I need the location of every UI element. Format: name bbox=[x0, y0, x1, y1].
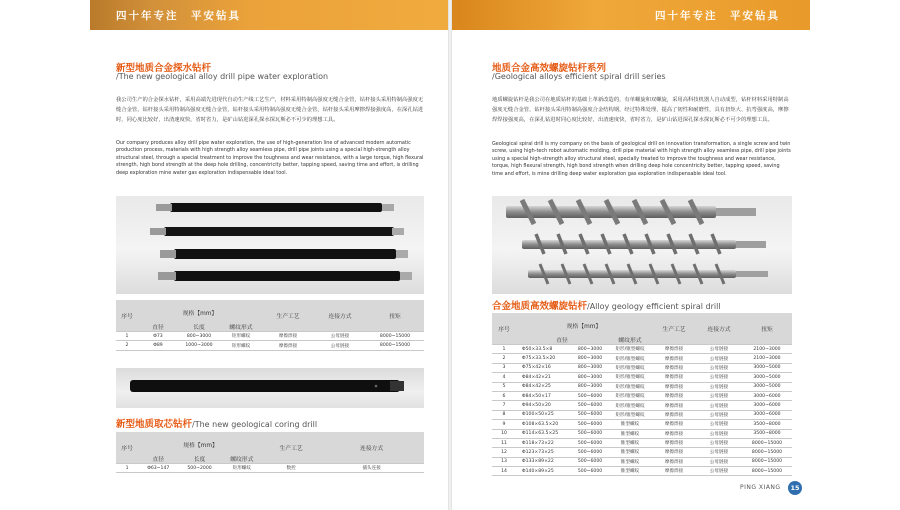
cell-length: 500~2000 bbox=[178, 464, 220, 473]
cell-diameter: Φ123×73×25 bbox=[516, 448, 572, 457]
cell-connection: 公母链接 bbox=[696, 354, 742, 363]
cell-torque: 3000~6000 bbox=[742, 391, 792, 400]
cell-torque: 2100~3000 bbox=[742, 354, 792, 363]
cell-connection: 公母链接 bbox=[696, 391, 742, 400]
pipe-4 bbox=[158, 271, 412, 281]
cell-no: 2 bbox=[116, 341, 138, 350]
cell-process: 摩擦焊接 bbox=[652, 448, 696, 457]
cell-diameter: Φ133×89×22 bbox=[516, 457, 572, 466]
cell-diameter: Φ75×42×16 bbox=[516, 363, 572, 372]
spiral-series-title-en: /Geological alloys efficient spiral drill series bbox=[492, 72, 666, 81]
cell-torque: 3000~5000 bbox=[742, 363, 792, 372]
col-no-header: 序号 bbox=[116, 300, 138, 332]
col-torque-header: 扭矩 bbox=[742, 313, 792, 345]
cell-thread: 矩形/锥型螺纹 bbox=[608, 354, 652, 363]
table-row bbox=[492, 448, 792, 457]
water-exploration-spec-table bbox=[116, 300, 424, 351]
col-connection-header: 连接方式 bbox=[314, 300, 366, 332]
spiral-drill-photo bbox=[492, 196, 792, 294]
cell-diameter: Φ140×89×25 bbox=[516, 467, 572, 476]
left-page bbox=[90, 0, 448, 510]
cell-process: 摩擦焊接 bbox=[652, 410, 696, 419]
coring-drill-title-cn: 新型地质取芯钻杆 bbox=[116, 419, 193, 430]
cell-torque: 8000~15000 bbox=[742, 467, 792, 476]
col-diameter-header: 直径 bbox=[138, 322, 178, 332]
cell-thread: 矩形/锥型螺纹 bbox=[608, 401, 652, 410]
cell-process: 摩擦焊接 bbox=[652, 363, 696, 372]
cell-length: 800~3000 bbox=[572, 363, 608, 372]
cell-connection: 插头连接 bbox=[319, 464, 424, 473]
cell-connection: 公母链接 bbox=[696, 401, 742, 410]
spiral-drill-title-en: /Alloy geology efficient spiral drill bbox=[587, 302, 721, 311]
cell-process: 摩擦焊接 bbox=[652, 354, 696, 363]
cell-connection: 公母链接 bbox=[314, 341, 366, 350]
cell-torque: 3000~6000 bbox=[742, 410, 792, 419]
cell-length: 500~6000 bbox=[572, 457, 608, 466]
cell-no: 6 bbox=[492, 391, 516, 400]
cell-process: 摩擦焊接 bbox=[652, 467, 696, 476]
cell-diameter: Φ75×33.5×20 bbox=[516, 354, 572, 363]
cell-thread: 矩形螺纹 bbox=[221, 464, 263, 473]
cell-connection: 公母链接 bbox=[696, 345, 742, 354]
col-diameter-header: 直径 bbox=[138, 454, 178, 464]
footer-brand: PING XIANG bbox=[740, 484, 781, 491]
left-header-band bbox=[90, 0, 448, 30]
cell-torque: 8000~15000 bbox=[742, 448, 792, 457]
cell-thread: 矩形/锥型螺纹 bbox=[608, 345, 652, 354]
table-row bbox=[492, 401, 792, 410]
cell-length: 500~6000 bbox=[572, 448, 608, 457]
cell-diameter: Φ63~147 bbox=[138, 464, 178, 473]
right-slogan: 四十年专注 平安钻具 bbox=[655, 10, 780, 22]
spiral-table-body bbox=[492, 345, 792, 476]
cell-torque: 3000~6000 bbox=[742, 401, 792, 410]
right-page bbox=[452, 0, 810, 510]
cell-thread: 锥型螺纹 bbox=[608, 467, 652, 476]
coring-drill-image bbox=[116, 368, 424, 408]
page-number-badge: 15 bbox=[788, 481, 802, 495]
table-row bbox=[492, 467, 792, 476]
table-row bbox=[116, 464, 424, 473]
col-no-header: 序号 bbox=[492, 313, 516, 345]
cell-thread: 矩形/锥型螺纹 bbox=[608, 391, 652, 400]
cell-no: 12 bbox=[492, 448, 516, 457]
cell-no: 10 bbox=[492, 429, 516, 438]
cell-connection: 公母链接 bbox=[696, 438, 742, 447]
cell-no: 1 bbox=[116, 332, 138, 341]
cell-no: 13 bbox=[492, 457, 516, 466]
drill-pipe-photo bbox=[116, 196, 424, 294]
cell-no: 7 bbox=[492, 401, 516, 410]
cell-torque: 3000~5000 bbox=[742, 382, 792, 391]
cell-connection: 公母链接 bbox=[314, 332, 366, 341]
cell-thread: 矩形螺纹 bbox=[220, 332, 262, 341]
col-thread-header: 螺纹形式 bbox=[608, 335, 652, 345]
table-header-row bbox=[492, 313, 792, 335]
table-row bbox=[116, 341, 424, 350]
cell-process: 摩擦焊接 bbox=[652, 457, 696, 466]
cell-connection: 公母链接 bbox=[696, 410, 742, 419]
cell-torque: 8000~15000 bbox=[742, 438, 792, 447]
col-torque-header: 扭矩 bbox=[366, 300, 424, 332]
cell-process: 数控 bbox=[263, 464, 319, 473]
cell-no: 4 bbox=[492, 373, 516, 382]
cell-process: 摩擦焊接 bbox=[652, 345, 696, 354]
cell-diameter: Φ84×42×25 bbox=[516, 382, 572, 391]
cell-length: 1000~3000 bbox=[178, 341, 220, 350]
table-row bbox=[116, 332, 424, 341]
cell-length: 500~6000 bbox=[572, 410, 608, 419]
cell-length: 500~6000 bbox=[572, 429, 608, 438]
cell-process: 摩擦焊接 bbox=[652, 438, 696, 447]
cell-length: 800~3000 bbox=[178, 332, 220, 341]
spiral-drill-3 bbox=[528, 264, 768, 284]
spiral-drill-spec-table bbox=[492, 313, 792, 476]
table-row bbox=[492, 429, 792, 438]
drill-pipe-image bbox=[116, 196, 424, 294]
col-spec-header: 规格【mm】 bbox=[566, 323, 602, 330]
table-row bbox=[492, 391, 792, 400]
table-row bbox=[492, 420, 792, 429]
spiral-series-title-cn: 地质合金高效螺旋钻杆系列 bbox=[492, 63, 607, 74]
cell-diameter: Φ118×73×22 bbox=[516, 438, 572, 447]
col-process-header: 生产工艺 bbox=[262, 300, 314, 332]
cell-torque: 3000~5000 bbox=[742, 373, 792, 382]
cell-process: 摩擦焊接 bbox=[652, 382, 696, 391]
cell-diameter: Φ114×63.5×25 bbox=[516, 429, 572, 438]
cell-process: 摩擦焊接 bbox=[652, 401, 696, 410]
cell-no: 9 bbox=[492, 420, 516, 429]
col-process-header: 生产工艺 bbox=[263, 432, 319, 464]
col-spec-header: 规格【mm】 bbox=[182, 310, 218, 317]
water-exploration-title-en: /The new geological alloy drill pipe water exploration bbox=[116, 72, 329, 81]
cell-no: 1 bbox=[116, 464, 138, 473]
coring-drill-title bbox=[116, 416, 317, 430]
cell-connection: 公母链接 bbox=[696, 457, 742, 466]
cell-no: 14 bbox=[492, 467, 516, 476]
cell-connection: 公母链接 bbox=[696, 373, 742, 382]
cell-length: 500~6000 bbox=[572, 401, 608, 410]
cell-length: 800~3000 bbox=[572, 382, 608, 391]
col-length-header: 长度 bbox=[178, 454, 220, 464]
cell-diameter: Φ73 bbox=[138, 332, 178, 341]
col-thread-header: 螺纹形式 bbox=[221, 454, 263, 464]
coring-drill-photo bbox=[116, 368, 424, 408]
spiral-series-desc-cn: 地质螺旋钻杆是我公司在地质钻杆的基础上革新改造的，有单螺旋和双螺旋，采用高科技机器人自动成型，钻杆材料采用特制高强度无缝合金管，钻杆接头采用特制高强度合金结构钢，经过特殊处理，提高了韧性和耐磨性，具有扭矩大、抗弯强度高，摩擦焊焊接强度高，在深孔钻进时同心度比较好，出渣速度快，省时省力，是矿山钻进深孔探水探瓦斯必不可少的理想工具。 bbox=[492, 97, 789, 124]
cell-connection: 公母链接 bbox=[696, 429, 742, 438]
spiral-drill-2 bbox=[522, 234, 766, 254]
cell-length: 500~6000 bbox=[572, 391, 608, 400]
cell-thread: 矩形/锥型螺纹 bbox=[608, 363, 652, 372]
cell-no: 11 bbox=[492, 438, 516, 447]
cell-diameter: Φ84×42×21 bbox=[516, 373, 572, 382]
cell-diameter: Φ89 bbox=[138, 341, 178, 350]
pipe-3 bbox=[160, 249, 408, 259]
cell-diameter: Φ108×63.5×20 bbox=[516, 420, 572, 429]
table-row bbox=[492, 354, 792, 363]
cell-no: 5 bbox=[492, 382, 516, 391]
water-exploration-desc-en: Our company produces alloy drill pipe water exploration, the use of high-generation line of advanced modern automatic production process, materials with high strength alloy seamless pipe, drill pipe joints using a special high-strength alloy structural steel, through a special treatment to improve the toughness and wear resistance, with a large torque, high flexural strength, high bond strength at the deep hole drilling, concentricity better, tapping speed, saving time and effort, is drilling deep exploration mine water gas exploration indispensable ideal tool. bbox=[116, 140, 424, 176]
coring-drill-spec-table bbox=[116, 432, 424, 473]
cell-thread: 锥型螺纹 bbox=[608, 448, 652, 457]
cell-connection: 公母链接 bbox=[696, 448, 742, 457]
cell-process: 摩擦焊接 bbox=[652, 391, 696, 400]
table-header-row bbox=[116, 300, 424, 322]
cell-length: 500~6000 bbox=[572, 467, 608, 476]
pipe-2 bbox=[150, 227, 404, 236]
water-exploration-title-cn: 新型地质合金探水钻杆 bbox=[116, 63, 212, 74]
cell-thread: 矩形螺纹 bbox=[220, 341, 262, 350]
table-row bbox=[492, 373, 792, 382]
col-no-header: 序号 bbox=[116, 432, 138, 464]
left-slogan: 四十年专注 平安钻具 bbox=[116, 10, 241, 22]
cell-no: 2 bbox=[492, 354, 516, 363]
pipe-1 bbox=[156, 203, 394, 212]
cell-thread: 矩形/锥型螺纹 bbox=[608, 382, 652, 391]
spiral-drill-image bbox=[492, 196, 792, 294]
cell-thread: 锥型螺纹 bbox=[608, 429, 652, 438]
right-header-band bbox=[452, 0, 810, 30]
col-process-header: 生产工艺 bbox=[652, 313, 696, 345]
cell-torque: 2100~3000 bbox=[742, 345, 792, 354]
cell-no: 8 bbox=[492, 410, 516, 419]
cell-process: 摩擦焊接 bbox=[652, 420, 696, 429]
table-header-row bbox=[116, 432, 424, 454]
col-thread-header: 螺纹形式 bbox=[220, 322, 262, 332]
cell-thread: 矩形/锥型螺纹 bbox=[608, 373, 652, 382]
col-length-header: 长度 bbox=[178, 322, 220, 332]
spiral-drill-title-cn: 合金地质高效螺旋钻杆 bbox=[492, 301, 588, 312]
cell-length: 800~3000 bbox=[572, 354, 608, 363]
table-row bbox=[492, 457, 792, 466]
cell-length: 800~3000 bbox=[572, 373, 608, 382]
cell-torque: 3500~8000 bbox=[742, 429, 792, 438]
col-connection-header: 连接方式 bbox=[696, 313, 742, 345]
cell-thread: 锥型螺纹 bbox=[608, 438, 652, 447]
cell-process: 摩擦焊接 bbox=[262, 332, 314, 341]
col-spec-header: 规格【mm】 bbox=[183, 442, 218, 449]
spiral-drill-1 bbox=[506, 200, 756, 224]
cell-diameter: Φ100×50×25 bbox=[516, 410, 572, 419]
cell-connection: 公母链接 bbox=[696, 420, 742, 429]
cell-diameter: Φ94×50×20 bbox=[516, 401, 572, 410]
cell-process: 摩擦焊接 bbox=[652, 429, 696, 438]
cell-length: 500~6000 bbox=[572, 438, 608, 447]
cell-torque: 8000~15000 bbox=[742, 457, 792, 466]
table-row bbox=[492, 438, 792, 447]
cell-torque: 8000~15000 bbox=[366, 332, 424, 341]
cell-torque: 3500~8000 bbox=[742, 420, 792, 429]
cell-diameter: Φ50×33.5×8 bbox=[516, 345, 572, 354]
cell-thread: 锥型螺纹 bbox=[608, 457, 652, 466]
table-row bbox=[492, 345, 792, 354]
cell-thread: 矩形/锥型螺纹 bbox=[608, 410, 652, 419]
cell-diameter: Φ84×50×17 bbox=[516, 391, 572, 400]
water-exploration-desc-cn: 我公司生产的合金探水钻杆，采用高端先进现代自动生产线工艺生产，材料采用特制高强度无缝合金管，钻杆接头采用特制高强度无缝合金管，钻杆接头采用特制高强度无缝合金管，钻杆接头采用特制高强度无缝合金管，钻杆接头采用摩擦焊接强度高，在深孔钻进时，同心度比较好，出渣速度快，省时省力，是矿山钻进深孔探水探瓦斯必不可少的理想工具。 bbox=[116, 97, 424, 124]
cell-thread: 锥型螺纹 bbox=[608, 420, 652, 429]
cell-process: 摩擦焊接 bbox=[652, 373, 696, 382]
table-row bbox=[492, 363, 792, 372]
spiral-series-desc-en: Geological spiral drill is my company on the basis of geological drill on innovation transformation, a single screw and twin screw, using high-tech robot automatic molding, drill pipe material with high strength alloy seamless pipe, drill pipe joints using a special high-strength alloy structural steel, specially treated to improve the toughness and wear resistance, torque, high flexural strength, high bond strength when drilling deep hole concentricity better, tapping speed, saving time and effort, is mine drilling deep water exploration gas exploration indispensable ideal tool. bbox=[492, 141, 791, 177]
spiral-drill-title bbox=[492, 298, 721, 312]
table-row bbox=[492, 410, 792, 419]
cell-length: 800~3000 bbox=[572, 345, 608, 354]
cell-no: 1 bbox=[492, 345, 516, 354]
col-diameter-header: 直径 bbox=[516, 335, 608, 345]
cell-connection: 公母链接 bbox=[696, 363, 742, 372]
cell-connection: 公母链接 bbox=[696, 467, 742, 476]
table-row bbox=[492, 382, 792, 391]
cell-connection: 公母链接 bbox=[696, 382, 742, 391]
cell-torque: 8000~15000 bbox=[366, 341, 424, 350]
coring-drill-title-en: /The new geological coring drill bbox=[192, 420, 318, 429]
cell-process: 摩擦焊接 bbox=[262, 341, 314, 350]
cell-no: 3 bbox=[492, 363, 516, 372]
cell-length: 500~6000 bbox=[572, 420, 608, 429]
col-connection-header: 连接方式 bbox=[319, 432, 424, 464]
